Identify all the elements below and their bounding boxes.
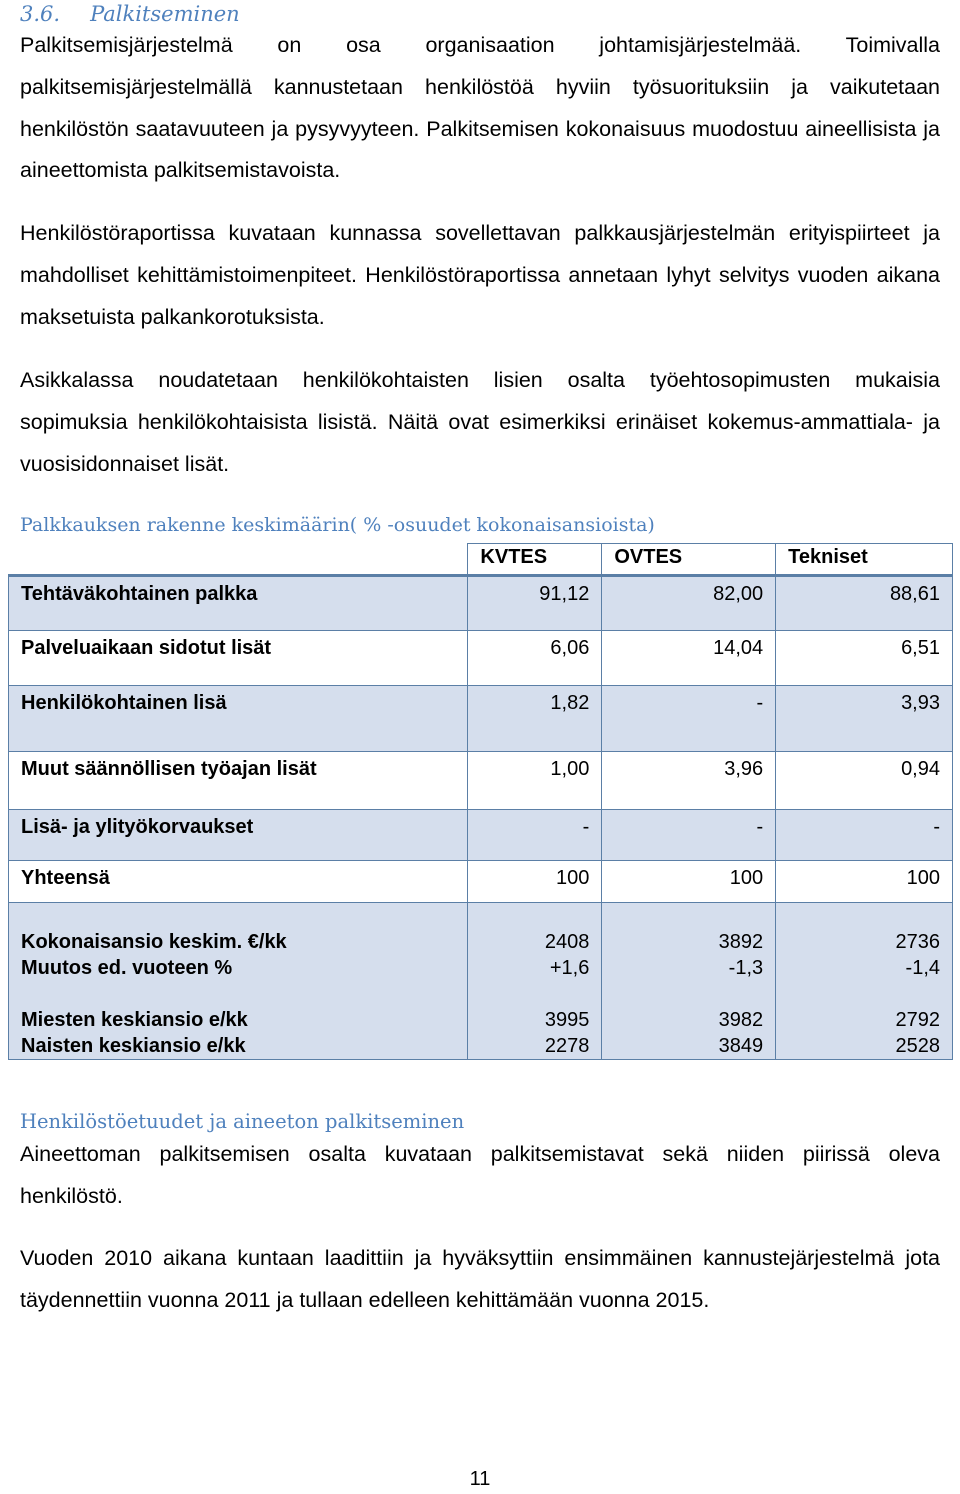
cell-tekniset: - (776, 810, 953, 861)
income-ovtes-men: 3982 (718, 1009, 764, 1031)
income-cells-kvtes (468, 903, 602, 1060)
pay-structure-table (8, 543, 953, 1060)
header-blank (9, 544, 468, 576)
income-tekniset-change: -1,4 (905, 957, 940, 979)
cell-tekniset: 88,61 (776, 576, 953, 631)
col-header-kvtes: KVTES (468, 544, 602, 576)
paragraph-asikkala: Asikkalassa noudatetaan henkilökohtaisten lisien osalta työehtosopimusten mukaisia sopimuksia henkilökohtaisista lisistä. Näitä ovat esimerkiksi erinäiset kokemus-ammattiala- ja vuosisidonnaiset lisät. (20, 368, 940, 476)
row-label: Lisä- ja ylityökorvaukset (9, 810, 468, 861)
subheading: Henkilöstöetuudet ja aineeton palkitseminen (20, 1110, 465, 1133)
row-label: Palveluaikaan sidotut lisät (9, 631, 468, 686)
table-row (9, 631, 953, 686)
paragraph-intro: Palkitsemisjärjestelmä on osa organisaation johtamisjärjestelmää. Toimivalla palkitsemisjärjestelmällä kannustetaan henkilöstöä hyviin työsuorituksiin ja vaikutetaan henkilöstön saatavuuteen ja pysyvyyteen. Palkitsemisen kokonaisuus muodostuu aineellisista ja aineettomista palkitsemistavoista. (20, 33, 940, 183)
cell-kvtes: - (468, 810, 602, 861)
income-ovtes-change: -1,3 (728, 957, 764, 979)
col-header-ovtes: OVTES (602, 544, 776, 576)
income-cells-ovtes (602, 903, 776, 1060)
table-row (9, 752, 953, 810)
col-header-tekniset: Tekniset (776, 544, 953, 576)
income-labels (9, 903, 468, 1060)
paragraph-incentive: Vuoden 2010 aikana kuntaan laadittiin ja hyväksyttiin ensimmäinen kannustejärjestelmä jota täydennettiin vuonna 2011 ja tullaan edelleen kehittämään vuonna 2015. (20, 1246, 940, 1312)
income-cells-tekniset (776, 903, 953, 1060)
income-tekniset-men: 2792 (895, 1009, 940, 1031)
section-heading (20, 0, 240, 28)
cell-tekniset: 100 (776, 861, 953, 903)
cell-kvtes: 6,06 (468, 631, 602, 686)
income-tekniset-average: 2736 (895, 931, 940, 953)
income-label-average: Kokonaisansio keskim. €/kk (21, 931, 287, 953)
cell-kvtes: 1,82 (468, 686, 602, 752)
cell-kvtes: 100 (468, 861, 602, 903)
cell-ovtes: - (602, 686, 776, 752)
cell-ovtes: 100 (602, 861, 776, 903)
table-row (9, 810, 953, 861)
income-tekniset-women: 2528 (895, 1035, 940, 1057)
cell-ovtes: - (602, 810, 776, 861)
income-kvtes-average: 2408 (544, 931, 590, 953)
income-label-change: Muutos ed. vuoteen % (21, 957, 233, 979)
income-kvtes-change: +1,6 (549, 957, 590, 979)
income-ovtes-women: 3849 (718, 1035, 764, 1057)
row-label: Tehtäväkohtainen palkka (9, 576, 468, 631)
income-label-men: Miesten keskiansio e/kk (21, 1009, 248, 1031)
table-row (9, 576, 953, 631)
table-row (9, 861, 953, 903)
table-row-income (9, 903, 953, 1060)
income-kvtes-women: 2278 (544, 1035, 590, 1057)
cell-ovtes: 3,96 (602, 752, 776, 810)
paragraph-intangible: Aineettoman palkitsemisen osalta kuvataan palkitsemistavat sekä niiden piirissä oleva henkilöstö. (20, 1142, 940, 1208)
row-label: Henkilökohtainen lisä (9, 686, 468, 752)
income-label-women: Naisten keskiansio e/kk (21, 1035, 246, 1057)
section-title: Palkitseminen (90, 2, 240, 26)
table-header-row (9, 544, 953, 576)
cell-ovtes: 82,00 (602, 576, 776, 631)
cell-tekniset: 3,93 (776, 686, 953, 752)
cell-kvtes: 1,00 (468, 752, 602, 810)
section-number: 3.6. (20, 2, 61, 26)
table-row (9, 686, 953, 752)
cell-kvtes: 91,12 (468, 576, 602, 631)
page-number: 11 (469, 1468, 491, 1490)
row-label: Muut säännöllisen työajan lisät (9, 752, 468, 810)
income-ovtes-average: 3892 (718, 931, 764, 953)
cell-tekniset: 0,94 (776, 752, 953, 810)
income-kvtes-men: 3995 (544, 1009, 590, 1031)
cell-tekniset: 6,51 (776, 631, 953, 686)
paragraph-report: Henkilöstöraportissa kuvataan kunnassa sovellettavan palkkausjärjestelmän erityispiirteet ja mahdolliset kehittämistoimenpiteet. Henkilöstöraportissa annetaan lyhyt selvitys vuoden aikana maksetuista palkankorotuksista. (20, 221, 940, 329)
table-caption: Palkkauksen rakenne keskimäärin( % -osuudet kokonaisansioista) (20, 514, 655, 536)
row-label: Yhteensä (9, 861, 468, 903)
cell-ovtes: 14,04 (602, 631, 776, 686)
